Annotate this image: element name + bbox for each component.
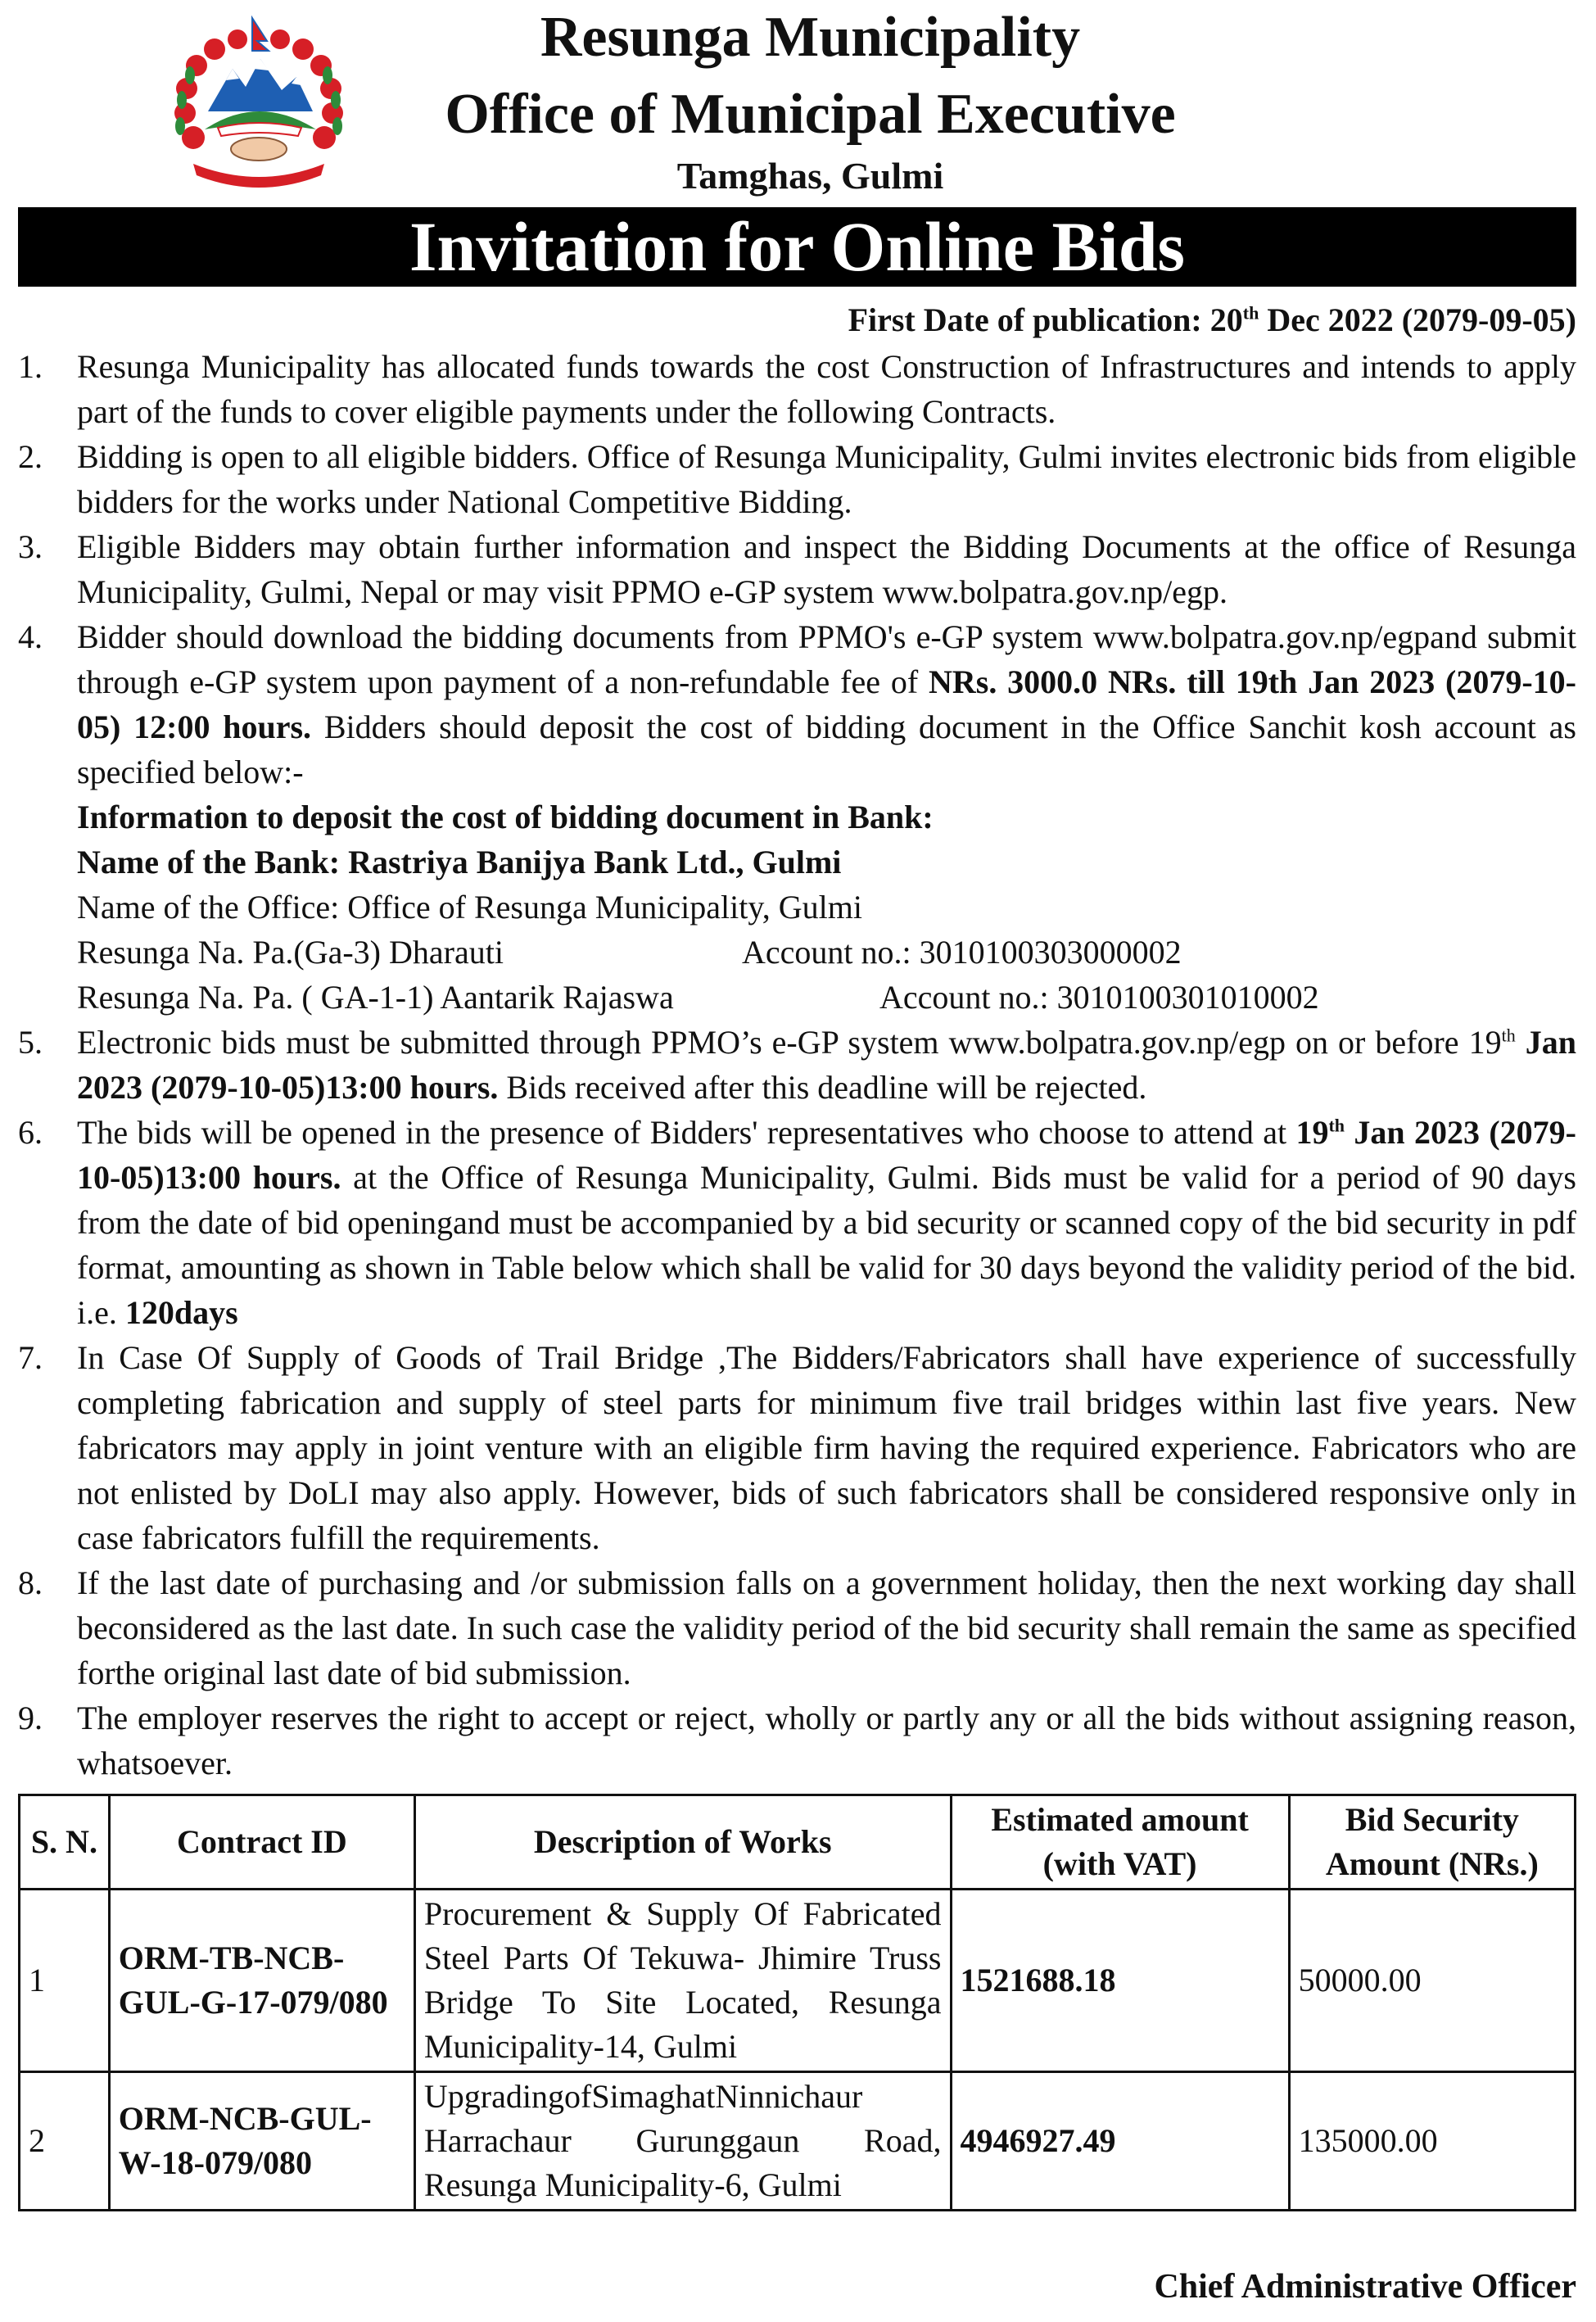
table-header-row <box>20 1795 1576 1890</box>
list-item: 7. In Case Of Supply of Goods of Trail Bridge ,The Bidders/Fabricators shall have experience of successfully completing fabrication and supply of steel parts for minimum five trail bridges within last five years. New fabricators may apply in joint venture with an eligible firm having the required experience. Fabricators who are not enlisted by DoLI may also apply. However, bids of such fabricators shall be considered responsive only in case fabricators fulfill the requirements. <box>18 1339 1576 1556</box>
cell-contract-id: ORM-NCB-GUL-W-18-079/080 <box>109 2072 414 2211</box>
account-row: Resunga Na. Pa.(Ga-3) Dharauti Account no.: 3010100303000002 <box>77 934 1182 971</box>
list-item: 6. The bids will be opened in the presence of Bidders' representatives who choose to attend at 19th Jan 2023 (2079-10-05)13:00 hours. at the Office of Resunga Municipality, Gulmi. Bids must be valid for a period of 90 days from the date of bid openingand must be accompanied by a bid security or scanned copy of the bid security in pdf format, amounting as shown in Table below which shall be valid for 30 days beyond the validity period of the bid. i.e. 120days <box>18 1114 1576 1331</box>
list-item: 9. The employer reserves the right to accept or reject, wholly or partly any or all the bids without assigning reason, whatsoever. <box>18 1700 1576 1781</box>
letterhead <box>0 0 1596 205</box>
cell-contract-id: ORM-TB-NCB-GUL-G-17-079/080 <box>109 1890 414 2072</box>
header-bid-security: Bid Security Amount (NRs.) <box>1289 1795 1575 1890</box>
header-contract-id: Contract ID <box>109 1795 414 1890</box>
bank-name: Name of the Bank: Rastriya Banijya Bank Ltd., Gulmi <box>77 844 842 880</box>
cell-description: Procurement & Supply Of Fabricated Steel Parts Of Tekuwa- Jhimire Truss Bridge To Site Located, Resunga Municipality-14, Gulmi <box>414 1890 951 2072</box>
list-item: 8. If the last date of purchasing and /or submission falls on a government holiday, then the next working day shall beconsidered as the last date. In such case the validity period of the bid security shall remain the same as specified forthe original last date of bid submission. <box>18 1564 1576 1691</box>
header-estimated-amount: Estimated amount (with VAT) <box>951 1795 1289 1890</box>
office-name: Office of Municipal Executive <box>445 83 1176 146</box>
cell-estimated-amount: 1521688.18 <box>951 1890 1289 2072</box>
list-item: 2. Bidding is open to all eligible bidders. Office of Resunga Municipality, Gulmi invites electronic bids from eligible bidders for the works under National Competitive Bidding. <box>18 438 1576 520</box>
notice-body <box>18 344 1576 1786</box>
list-item: 4. Bidder should download the bidding documents from PPMO's e-GP system www.bolpatra.gov.np/egpand submit through e-GP system upon payment of a non-refundable fee of NRs. 3000.0 NRs. till 19th Jan 2023 (2079-10-05) 12:00 hours. Bidders should deposit the cost of bidding document in the Office Sanchit kosh account as specified below:- Information to deposit the cost of bidding document in Bank: Name of the Bank: Rastriya Banijya Bank Ltd., Gulmi Name of the Office: Office of Resunga Municipality, Gulmi Resunga Na. Pa.(Ga-3) Dharauti Account no.: 3010100303000002 Resunga Na. Pa. ( GA-1-1) Aantarik Rajaswa Account no.: 3010100301010002 <box>18 614 1576 1020</box>
cell-estimated-amount: 4946927.49 <box>951 2072 1289 2211</box>
account-row: Resunga Na. Pa. ( GA-1-1) Aantarik Rajaswa Account no.: 3010100301010002 <box>77 979 1319 1016</box>
cell-bid-security: 50000.00 <box>1289 1890 1575 2072</box>
header-sn: S. N. <box>20 1795 110 1890</box>
list-item: 5. Electronic bids must be submitted through PPMO’s e-GP system www.bolpatra.gov.np/egp on or before 19th Jan 2023 (2079-10-05)13:00 hours. Bids received after this deadline will be rejected. <box>18 1024 1577 1106</box>
cell-sn: 2 <box>20 2072 110 2211</box>
cell-description: UpgradingofSimaghatNinnichaur Harrachaur Gurunggaun Road, Resunga Municipality-6, Gulmi <box>414 2072 951 2211</box>
signatory-title: Chief Administrative Officer <box>1154 2268 1576 2306</box>
contracts-table <box>18 1794 1576 2211</box>
table-row <box>20 1890 1576 2072</box>
cell-sn: 1 <box>20 1890 110 2072</box>
table-row <box>20 2072 1576 2211</box>
office-account-name: Name of the Office: Office of Resunga Municipality, Gulmi <box>77 889 863 926</box>
cell-bid-security: 135000.00 <box>1289 2072 1575 2211</box>
publication-date: First Date of publication: 20th Dec 2022 (2079-09-05) <box>848 301 1576 338</box>
office-location: Tamghas, Gulmi <box>676 155 944 197</box>
municipality-name: Resunga Municipality <box>540 6 1081 69</box>
list-item: 1. Resunga Municipality has allocated funds towards the cost Construction of Infrastructures and intends to apply part of the funds to cover eligible payments under the following Contracts. <box>18 348 1576 430</box>
header-description: Description of Works <box>414 1795 951 1890</box>
bank-info-heading: Information to deposit the cost of bidding document in Bank: <box>77 799 934 835</box>
notice-title: Invitation for Online Bids <box>18 207 1576 287</box>
list-item: 3. Eligible Bidders may obtain further information and inspect the Bidding Documents at the office of Resunga Municipality, Gulmi, Nepal or may visit PPMO e-GP system www.bolpatra.gov.np/egp. <box>18 528 1576 610</box>
